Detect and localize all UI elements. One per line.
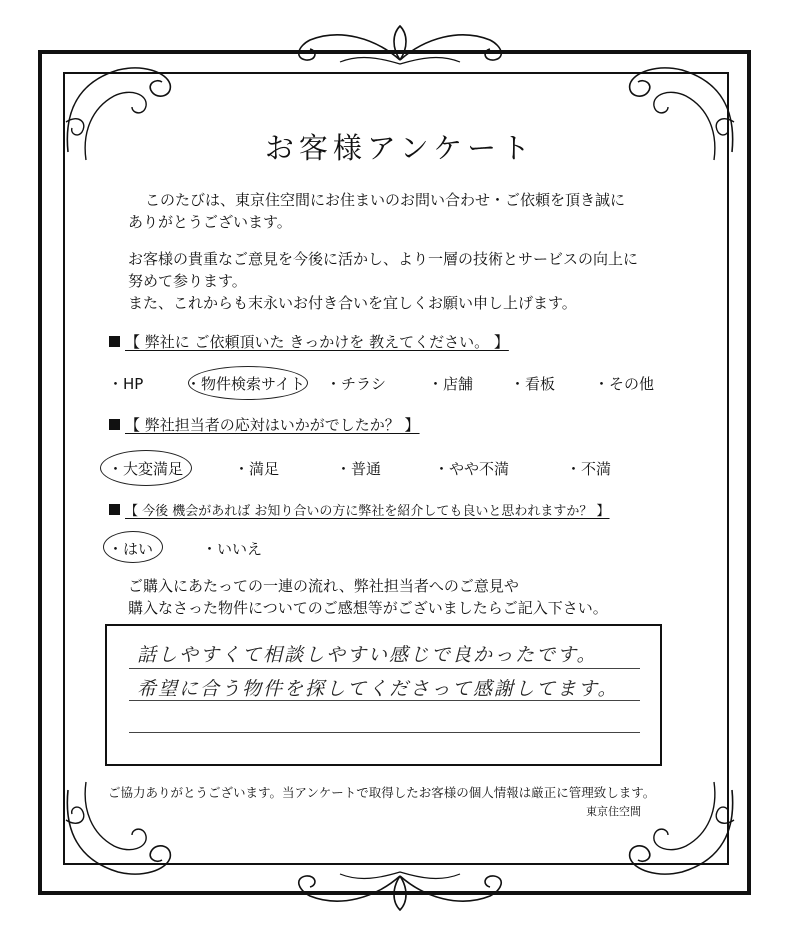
page-title: お客様アンケート [264, 131, 536, 165]
option-store[interactable]: ・店舗 [428, 375, 474, 393]
option-no[interactable]: ・いいえ [202, 540, 263, 558]
option-signboard[interactable]: ・看板 [510, 375, 556, 393]
question-1-label: 【 弊社に ご依頼頂いた きっかけを 教えてください。 】 [125, 333, 509, 351]
handwritten-comment-line-2: 希望に合う物件を探してくださって感謝してます。 [137, 678, 619, 700]
option-very-satisfied[interactable]: ・大変満足 [108, 460, 184, 478]
writing-line [129, 668, 640, 669]
question-2-label: 【 弊社担当者の応対はいかがでしたか？ 】 [125, 416, 420, 434]
option-neutral[interactable]: ・普通 [336, 460, 382, 478]
intro-line-2: ありがとうございます。 [128, 213, 292, 231]
comment-box[interactable] [105, 624, 662, 766]
option-yes[interactable]: ・はい [108, 540, 154, 558]
question-3 [109, 500, 610, 519]
question-3-label: 【 今後 機会があれば お知り合いの方に弊社を紹介しても良いと思われますか？ 】 [125, 504, 610, 519]
square-bullet-icon [109, 336, 120, 347]
intro2-line-1: お客様の貴重なご意見を今後に活かし、より一層の技術とサービスの向上に [128, 250, 639, 268]
question-2 [109, 414, 420, 435]
selected-circle-mark [100, 450, 192, 486]
writing-line [129, 732, 640, 733]
option-dissatisfied[interactable]: ・不満 [566, 460, 612, 478]
company-name: 東京住空間 [586, 805, 641, 818]
option-hp[interactable]: ・HP [108, 375, 144, 393]
selected-circle-mark [103, 531, 163, 563]
option-somewhat-dissatisfied[interactable]: ・やや不満 [434, 460, 510, 478]
question-1 [109, 331, 509, 352]
handwritten-comment-line-1: 話しやすくて相談しやすい感じで良かったです。 [137, 644, 598, 666]
square-bullet-icon [109, 504, 120, 515]
option-flyer[interactable]: ・チラシ [326, 375, 387, 393]
footer-note: ご協力ありがとうございます。当アンケートで取得したお客様の個人情報は厳正に管理致します。 [108, 785, 656, 800]
comment-prompt-line-1: ご購入にあたっての一連の流れ、弊社担当者へのご意見や [128, 577, 519, 595]
option-other[interactable]: ・その他 [594, 375, 655, 393]
square-bullet-icon [109, 419, 120, 430]
intro2-line-2: 努めて参ります。 [128, 272, 247, 290]
top-flourish-ornament [280, 18, 520, 68]
comment-prompt-line-2: 購入なさった物件についてのご感想等がございましたらご記入下さい。 [128, 599, 608, 617]
intro2-line-3: また、これからも末永いお付き合いを宜しくお願い申し上げます。 [128, 294, 577, 312]
bottom-flourish-ornament [280, 868, 520, 918]
option-satisfied[interactable]: ・満足 [234, 460, 280, 478]
selected-circle-mark [188, 366, 308, 400]
option-property-search-site[interactable]: ・物件検索サイト [186, 375, 305, 393]
intro-line-1: このたびは、東京住空間にお住まいのお問い合わせ・ご依頼を頂き誠に [145, 191, 626, 209]
